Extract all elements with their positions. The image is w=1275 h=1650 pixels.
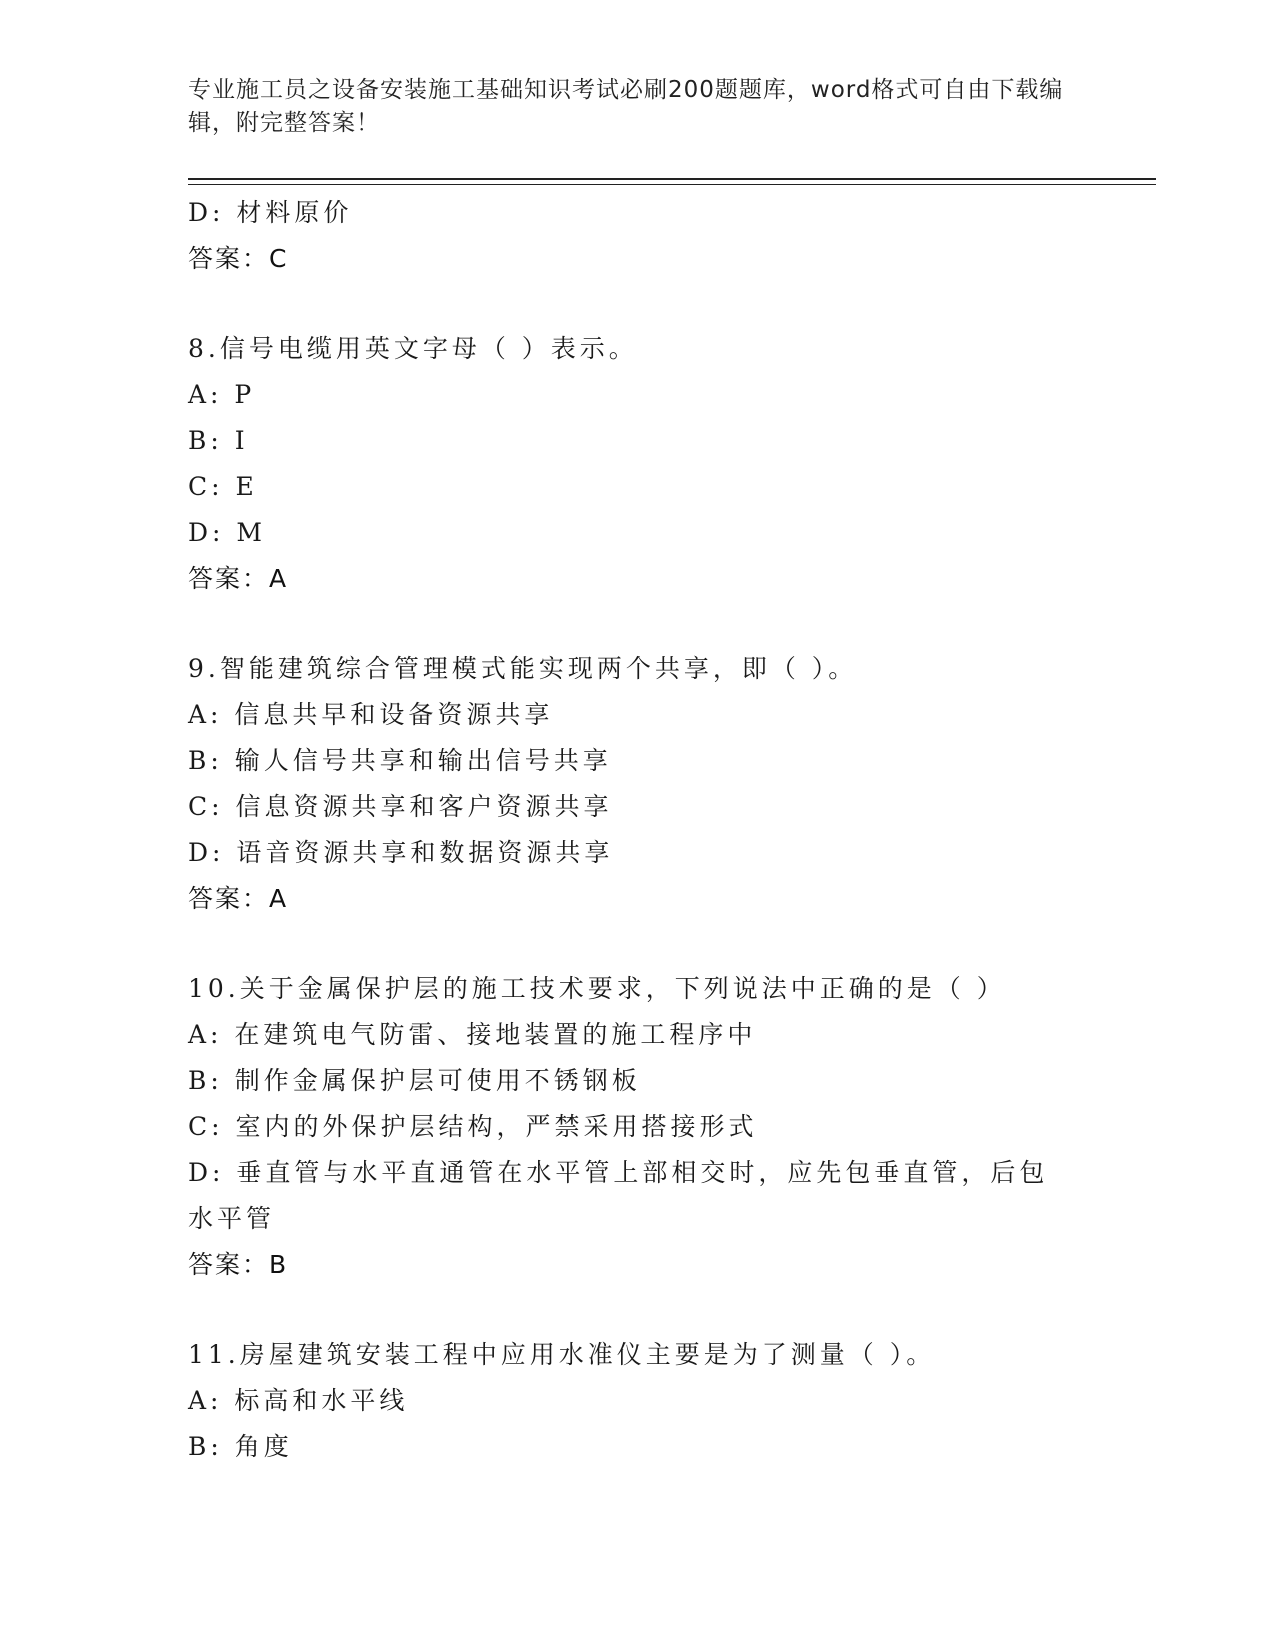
question-block bbox=[188, 646, 1088, 922]
question-stem: 11.房屋建筑安装工程中应用水准仪主要是为了测量（ ）。 bbox=[188, 1340, 936, 1369]
option-a: A: 在建筑电气防雷、接地装置的施工程序中 bbox=[188, 1020, 757, 1049]
option-a: A: 标高和水平线 bbox=[188, 1386, 409, 1415]
option-b: B: 制作金属保护层可使用不锈钢板 bbox=[188, 1066, 641, 1095]
header-rule-thin bbox=[188, 184, 1156, 185]
question-block bbox=[188, 966, 1088, 1288]
option-b: B: 输人信号共享和输出信号共享 bbox=[188, 746, 612, 775]
option-c: C: 信息资源共享和客户资源共享 bbox=[188, 792, 613, 821]
option-a: A: 信息共早和设备资源共享 bbox=[188, 700, 554, 729]
option-d: D: M bbox=[188, 518, 267, 547]
question-block bbox=[188, 1332, 1088, 1470]
answer: 答案：B bbox=[188, 1250, 289, 1279]
option-c: C: 室内的外保护层结构，严禁采用搭接形式 bbox=[188, 1112, 758, 1141]
option-c: C: E bbox=[188, 472, 258, 501]
option-a: A: P bbox=[188, 380, 256, 409]
option-b: B: 角度 bbox=[188, 1432, 293, 1461]
document-header: 专业施工员之设备安装施工基础知识考试必刷200题题库，word格式可自由下载编辑，附完整答案！ bbox=[188, 77, 1064, 136]
header-rule-thick bbox=[188, 178, 1156, 180]
question-content bbox=[188, 190, 1088, 1470]
question-stem: 8.信号电缆用英文字母（ ）表示。 bbox=[188, 334, 638, 363]
option-b: B: I bbox=[188, 426, 249, 455]
question-stem: 9.智能建筑综合管理模式能实现两个共享，即（ ）。 bbox=[188, 654, 858, 683]
answer: 答案：C bbox=[188, 244, 289, 273]
answer: 答案：A bbox=[188, 884, 289, 913]
option-d: D: 垂直管与水平直通管在水平管上部相交时，应先包垂直管，后包水平管 bbox=[188, 1158, 1049, 1233]
question-stem: 10.关于金属保护层的施工技术要求，下列说法中正确的是（ ） bbox=[188, 974, 1006, 1003]
option-d: D: 语音资源共享和数据资源共享 bbox=[188, 838, 614, 867]
option-d: D: 材料原价 bbox=[188, 198, 353, 227]
question-block bbox=[188, 326, 1088, 602]
answer: 答案：A bbox=[188, 564, 289, 593]
